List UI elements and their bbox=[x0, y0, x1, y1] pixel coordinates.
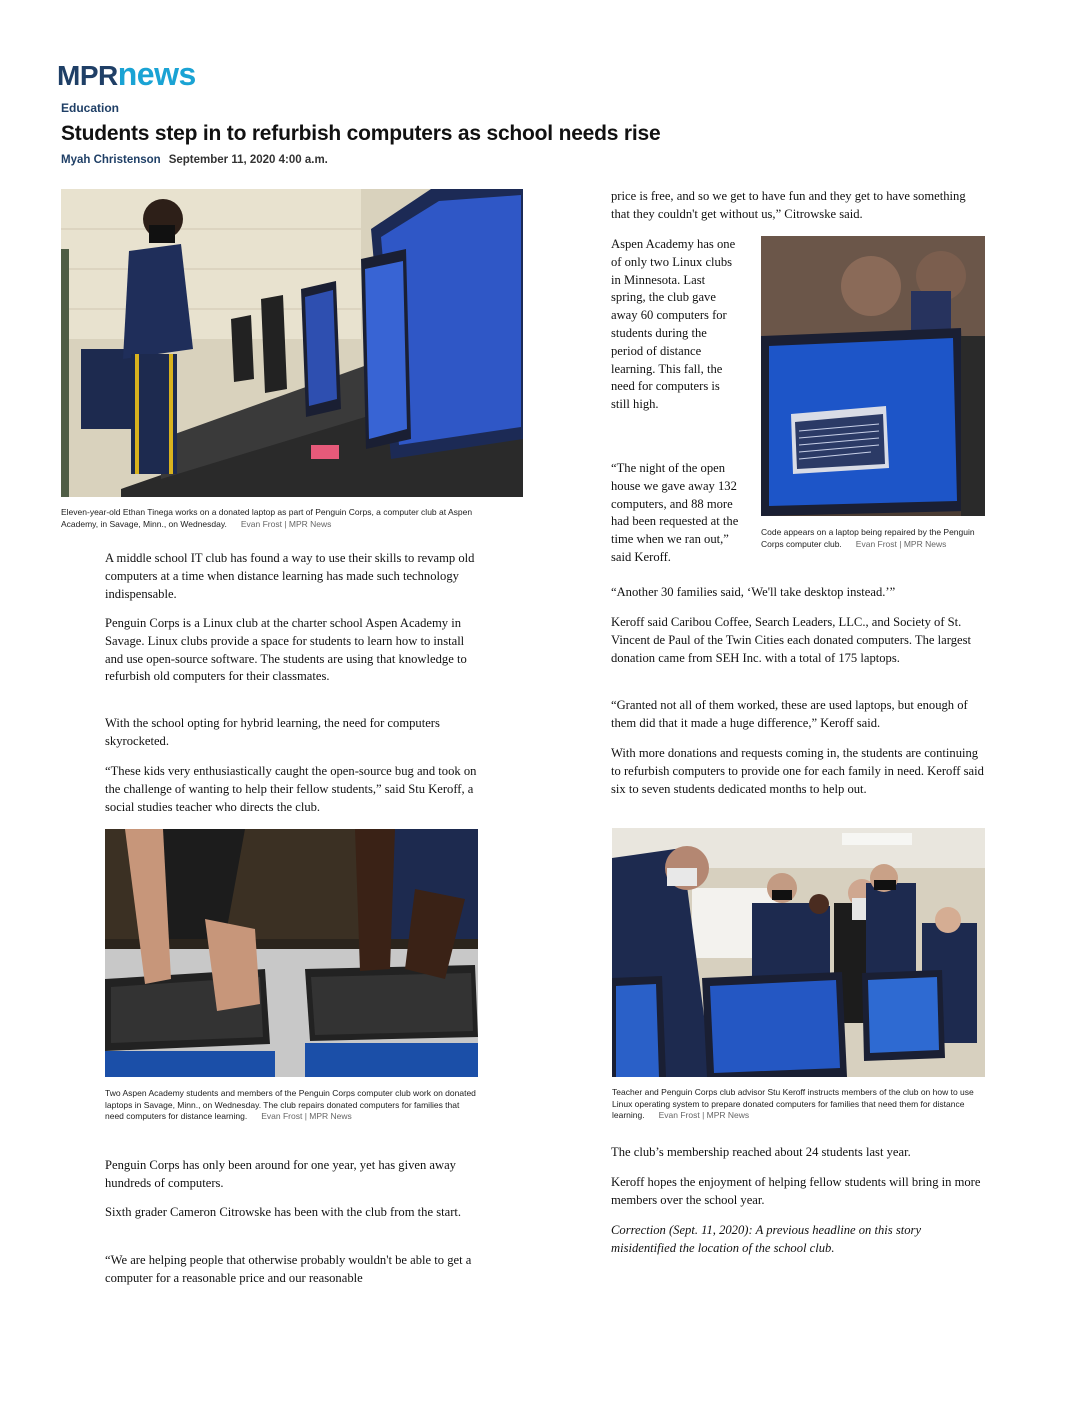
photo-hands-on-laptops bbox=[105, 829, 478, 1077]
paragraph: The club’s membership reached about 24 students last year. bbox=[611, 1145, 911, 1159]
paragraph: Aspen Academy has one of only two Linux clubs in Minnesota. Last spring, the club gave away 60 computers for students during the period of distance learning. This fall, the need for computers is still high. bbox=[611, 237, 736, 412]
photo-club-advisor-instructing-image bbox=[612, 828, 985, 1077]
photo-code-on-laptop-image bbox=[761, 236, 985, 516]
photo-credit: Evan Frost | MPR News bbox=[240, 518, 332, 529]
caption-text: Eleven-year-old Ethan Tinega works on a donated laptop as part of Penguin Corps, a computer club at Aspen Academy, in Savage, Minn., on Wednesday. bbox=[61, 507, 473, 529]
photo-caption bbox=[612, 1087, 977, 1122]
mpr-news-logo[interactable] bbox=[57, 58, 196, 90]
photo-credit: Evan Frost | MPR News bbox=[261, 1111, 352, 1121]
section-link[interactable]: Education bbox=[61, 101, 120, 115]
photo-code-on-laptop bbox=[761, 236, 985, 516]
logo-mpr-text: MPR bbox=[57, 60, 118, 91]
photo-caption bbox=[105, 1088, 477, 1123]
paragraph: price is free, and so we get to have fun and they get to have something that they couldn't get without us,” Citrowske said. bbox=[611, 189, 966, 221]
photo-credit: Evan Frost | MPR News bbox=[855, 538, 947, 549]
paragraph: “The night of the open house we gave away 132 computers, and 88 more had been requested at the time when we ran out,” said Keroff. bbox=[611, 461, 739, 564]
correction-note: Correction (Sept. 11, 2020): A previous headline on this story misidentified the location of the school club. bbox=[611, 1223, 922, 1255]
paragraph: “Granted not all of them worked, these are used laptops, but enough of them did that it made a huge difference,” Keroff said. bbox=[611, 698, 968, 730]
paragraph: Keroff hopes the enjoyment of helping fellow students will bring in more members over the school year. bbox=[611, 1175, 981, 1207]
page-title: Students step in to refurbish computers as school needs rise bbox=[61, 122, 661, 145]
byline bbox=[61, 154, 328, 166]
logo-news-text: news bbox=[117, 56, 196, 92]
paragraph: Penguin Corps has only been around for one year, yet has given away hundreds of computers. bbox=[105, 1158, 456, 1190]
paragraph: Penguin Corps is a Linux club at the charter school Aspen Academy in Savage. Linux clubs provide a space for students to learn how to install and use open-source software. The students are using that knowledge to refurbish old computers for their classmates. bbox=[105, 616, 467, 684]
photo-club-advisor-instructing bbox=[612, 828, 985, 1077]
caption-text: Code appears on a laptop being repaired by the Penguin Corps computer club. bbox=[761, 527, 975, 549]
paragraph: “We are helping people that otherwise probably wouldn't be able to get a computer for a reasonable price and our reasonable bbox=[105, 1253, 472, 1285]
paragraph: With more donations and requests coming in, the students are continuing to refurbish computers to provide one for each family in need. Keroff said six to seven students dedicated months to help out. bbox=[611, 746, 984, 796]
photo-student-laptop-row-image bbox=[61, 189, 523, 497]
paragraph: With the school opting for hybrid learning, the need for computers skyrocketed. bbox=[105, 716, 440, 748]
photo-credit: Evan Frost | MPR News bbox=[658, 1110, 750, 1120]
paragraph: “Another 30 families said, ‘We'll take desktop instead.’” bbox=[611, 585, 896, 599]
caption-text: Two Aspen Academy students and members of the Penguin Corps computer club work on donated laptops in Savage, Minn., on Wednesday. The club repairs donated computers for families that need computers for distance learning. bbox=[105, 1088, 476, 1121]
publish-date: September 11, 2020 4:00 a.m. bbox=[168, 154, 328, 166]
paragraph: “These kids very enthusiastically caught the open-source bug and took on the challenge of wanting to help their fellow students,” said Stu Keroff, a social studies teacher who directs the club. bbox=[105, 764, 477, 814]
paragraph: Sixth grader Cameron Citrowske has been with the club from the start. bbox=[105, 1205, 462, 1219]
photo-hands-on-laptops-image bbox=[105, 829, 478, 1077]
author-link[interactable]: Myah Christenson bbox=[61, 154, 161, 166]
photo-student-laptop-row bbox=[61, 189, 523, 497]
photo-caption bbox=[61, 507, 511, 530]
photo-caption bbox=[761, 527, 976, 550]
caption-text: Teacher and Penguin Corps club advisor Stu Keroff instructs members of the club on how to use Linux operating system to prepare donated computers for families that need them for distance learning. bbox=[612, 1087, 974, 1120]
paragraph: Keroff said Caribou Coffee, Search Leaders, LLC., and Society of St. Vincent de Paul of the Twin Cities each donated computers. The largest donation came from SEH Inc. with a total of 175 laptops. bbox=[611, 615, 971, 665]
paragraph: A middle school IT club has found a way to use their skills to revamp old computers at a time when distance learning has made such technology indispensable. bbox=[105, 551, 475, 601]
